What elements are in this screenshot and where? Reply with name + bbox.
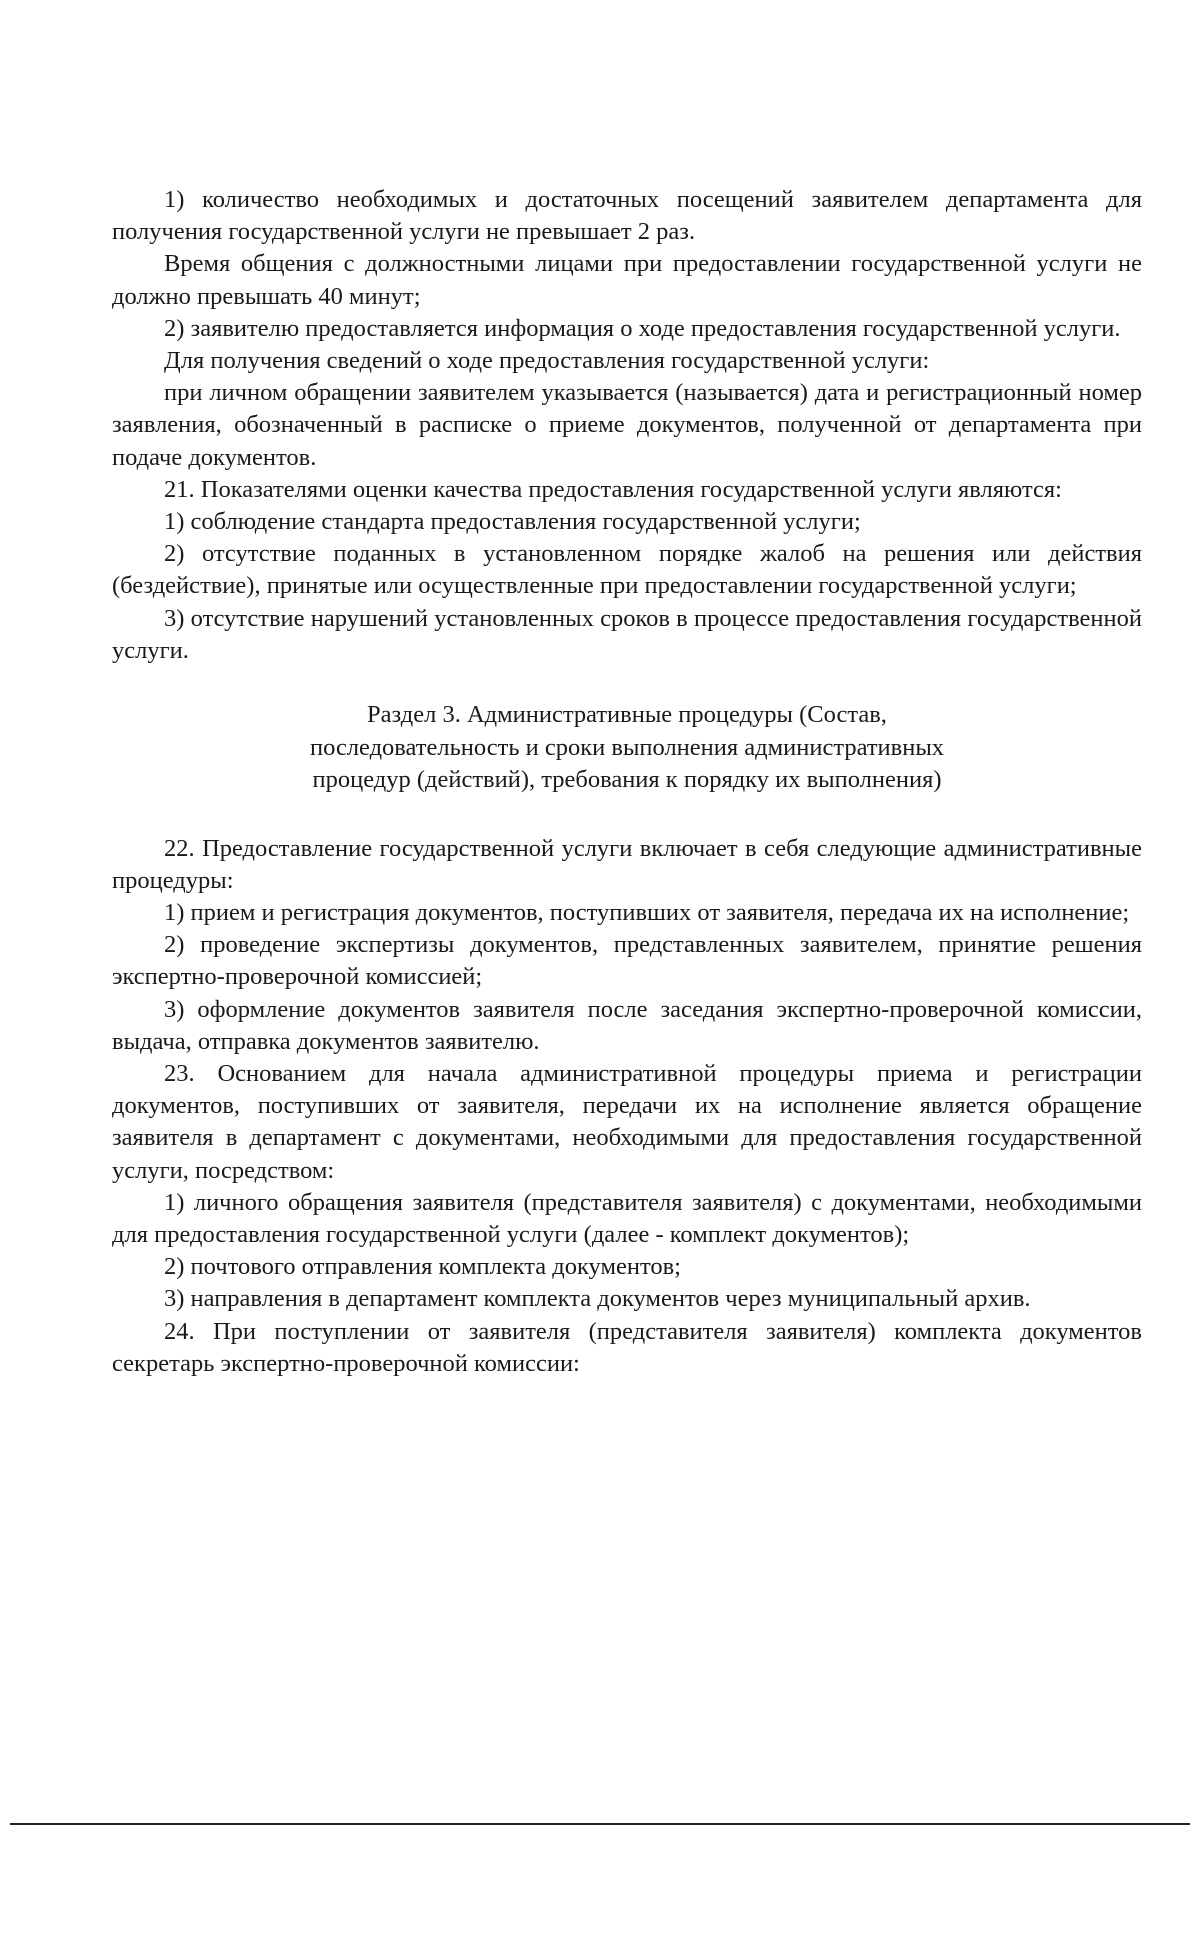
section-heading bbox=[112, 699, 1142, 797]
paragraph: 3) направления в департамент комплекта документов через муниципальный архив. bbox=[164, 1285, 1031, 1313]
paragraph: 1) личного обращения заявителя (представителя заявителя) с документами, необходимыми для предоставления государственной услуги (далее - комплект документов); bbox=[112, 1188, 1142, 1248]
paragraph: 2) отсутствие поданных в установленном порядке жалоб на решения или действия (бездействие), принятые или осуществленные при предоставлении государственной услуги; bbox=[112, 540, 1142, 600]
paragraph: при личном обращении заявителем указывается (называется) дата и регистрационный номер заявления, обозначенный в расписке о приеме документов, полученной от департамента при подаче документов. bbox=[112, 379, 1142, 471]
section-heading-line: Раздел 3. Административные процедуры (Состав, bbox=[367, 701, 887, 729]
paragraph: 22. Предоставление государственной услуги включает в себя следующие административные процедуры: bbox=[112, 834, 1142, 894]
section-heading-line: последовательность и сроки выполнения административных bbox=[309, 733, 945, 761]
footer-rule bbox=[10, 1823, 1190, 1825]
paragraph: 3) оформление документов заявителя после заседания экспертно-проверочной комиссии, выдача, отправка документов заявителю. bbox=[112, 995, 1142, 1055]
paragraph: 21. Показателями оценки качества предоставления государственной услуги являются: bbox=[164, 475, 1062, 503]
paragraph: Время общения с должностными лицами при предоставлении государственной услуги не должно превышать 40 минут; bbox=[112, 250, 1142, 310]
paragraph: 24. При поступлении от заявителя (представителя заявителя) комплекта документов секретарь экспертно-проверочной комиссии: bbox=[112, 1317, 1142, 1377]
paragraph: 1) соблюдение стандарта предоставления государственной услуги; bbox=[164, 508, 861, 536]
paragraph: 2) почтового отправления комплекта документов; bbox=[164, 1253, 681, 1281]
paragraph: 1) количество необходимых и достаточных посещений заявителем департамента для получения государственной услуги не превышает 2 раз. bbox=[112, 186, 1142, 246]
paragraph: 2) заявителю предоставляется информация о ходе предоставления государственной услуги. bbox=[164, 314, 1121, 342]
document-body bbox=[112, 184, 1142, 1380]
paragraph: 3) отсутствие нарушений установленных сроков в процессе предоставления государственной услуги. bbox=[112, 604, 1142, 664]
paragraph: 1) прием и регистрация документов, поступивших от заявителя, передача их на исполнение; bbox=[164, 898, 1130, 926]
paragraph: 23. Основанием для начала административной процедуры приема и регистрации документов, поступивших от заявителя, передачи их на исполнение является обращение заявителя в департамент с документами, необходимыми для предоставления государственной услуги, посредством: bbox=[112, 1059, 1142, 1184]
paragraph: 2) проведение экспертизы документов, представленных заявителем, принятие решения экспертно-проверочной комиссией; bbox=[112, 931, 1142, 991]
section-heading-line: процедур (действий), требования к порядку их выполнения) bbox=[312, 766, 942, 794]
paragraph: Для получения сведений о ходе предоставления государственной услуги: bbox=[164, 347, 930, 375]
